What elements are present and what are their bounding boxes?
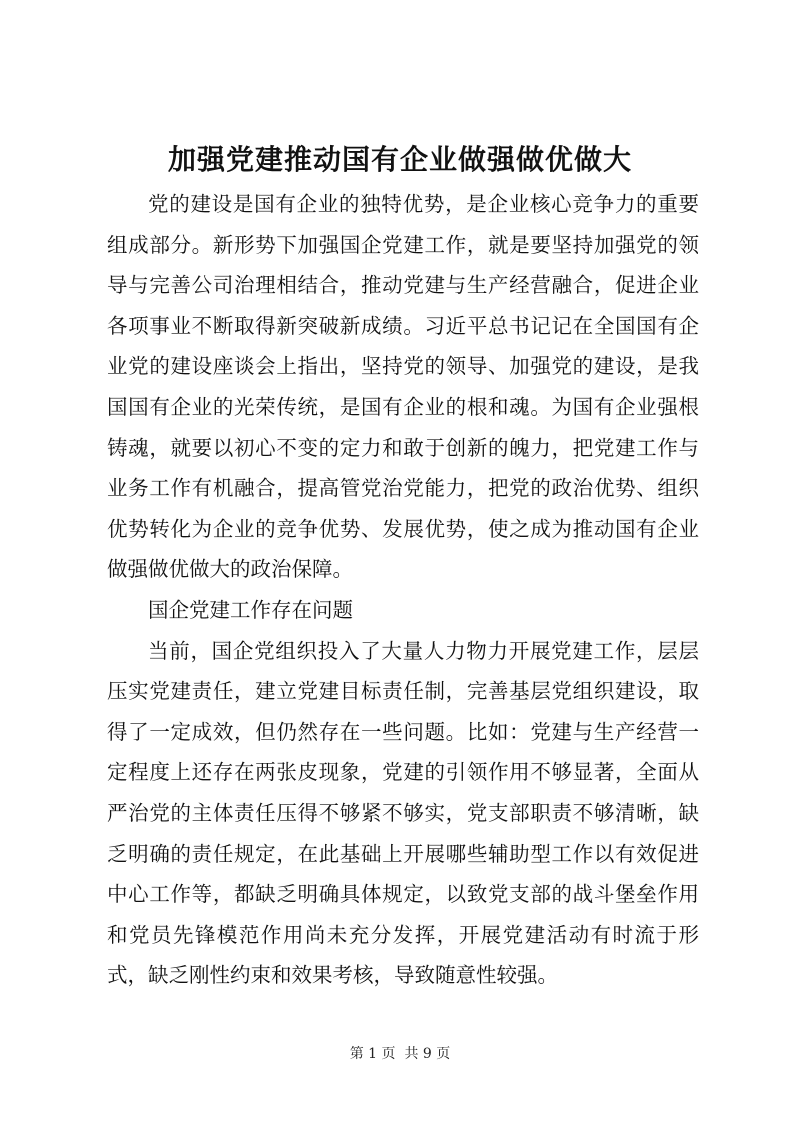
page-number-label: 第 1 页 共 9 页 xyxy=(349,1046,451,1062)
document-body xyxy=(107,184,699,996)
paragraph-intro: 党的建设是国有企业的独特优势，是企业核心竞争力的重要组成部分。新形势下加强国企党建工作，就是要坚持加强党的领导与完善公司治理相结合，推动党建与生产经营融合，促进企业各项事业不断取得新突破新成绩。习近平总书记记在全国国有企业党的建设座谈会上指出，坚持党的领导、加强党的建设，是我国国有企业的光荣传统，是国有企业的根和魂。为国有企业强根铸魂，就要以初心不变的定力和敢于创新的魄力，把党建工作与业务工作有机融合，提高管党治党能力，把党的政治优势、组织优势转化为企业的竞争优势、发展优势，使之成为推动国有企业做强做优做大的政治保障。 xyxy=(107,192,699,582)
page-footer xyxy=(0,1044,800,1064)
section-heading: 国企党建工作存在问题 xyxy=(148,597,353,622)
paragraph-problems: 当前，国企党组织投入了大量人力物力开展党建工作，层层压实党建责任，建立党建目标责任制，完善基层党组织建设，取得了一定成效，但仍然存在一些问题。比如：党建与生产经营一定程度上还存在两张皮现象，党建的引领作用不够显著，全面从严治党的主体责任压得不够紧不够实，党支部职责不够清晰，缺乏明确的责任规定，在此基础上开展哪些辅助型工作以有效促进中心工作等，都缺乏明确具体规定，以致党支部的战斗堡垒作用和党员先锋模范作用尚未充分发挥，开展党建活动有时流于形式，缺乏刚性约束和效果考核，导致随意性较强。 xyxy=(107,638,699,988)
document-title: 加强党建推动国有企业做强做优做大 xyxy=(167,143,632,176)
